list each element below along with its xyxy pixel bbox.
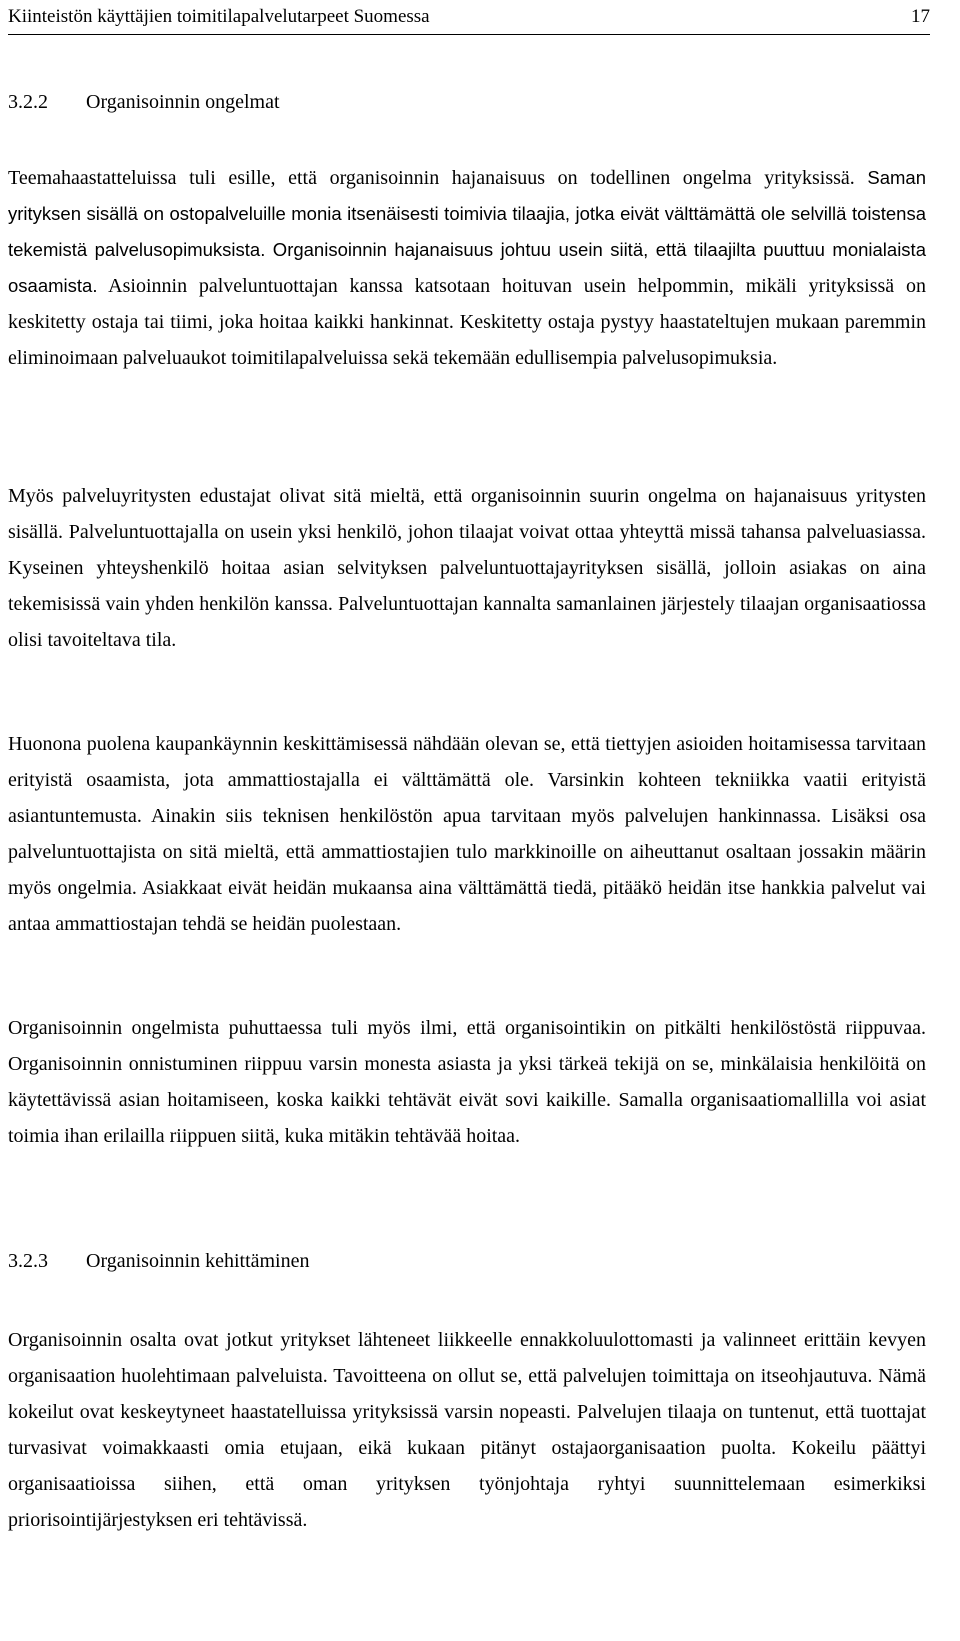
paragraph-3 bbox=[8, 726, 926, 942]
paragraph-1 bbox=[8, 160, 926, 376]
section-heading-3-2-2 bbox=[8, 87, 926, 117]
section-title: Organisoinnin kehittäminen bbox=[86, 1250, 310, 1272]
paragraph-4-text: Organisoinnin ongelmista puhuttaessa tuli myös ilmi, että organisointikin on pitkälti henkilöstöstä riippuvaa. Organisoinnin onnistuminen riippuu varsin monesta asiasta ja yksi tärkeä tekijä on se, minkälaisia henkilöitä on käytettävissä asian hoitamiseen, koska kaikki tehtävät eivät sovi kaikille. Samalla organisaatiomallilla voi asiat toimia ihan erilailla riippuen siitä, kuka mitäkin tehtävää hoitaa. bbox=[8, 1017, 926, 1147]
paragraph-3-text: Huonona puolena kaupankäynnin keskittämisessä nähdään olevan se, että tiettyjen asioiden hoitamisessa tarvitaan erityistä osaamista, jota ammattiostajalla ei välttämättä ole. Varsinkin kohteen tekniikka vaatii erityistä asiantuntemusta. Ainakin siis teknisen henkilöstön apua tarvitaan myös palvelujen hankinnassa. Lisäksi osa palveluntuottajista on sitä mieltä, että ammattiostajien tulo markkinoille on aiheuttanut osaltaan jossakin määrin myös ongelmia. Asiakkaat eivät heidän mukaansa aina välttämättä tiedä, pitääkö heidän itse hankkia palvelut vai antaa ammattiostajan tehdä se heidän puolestaan. bbox=[8, 733, 926, 935]
page-number: 17 bbox=[911, 6, 930, 27]
section-heading-3-2-3 bbox=[8, 1246, 926, 1276]
paragraph-2 bbox=[8, 478, 926, 658]
paragraph-1-part-1: Teemahaastatteluissa tuli esille, että organisoinnin hajanaisuus on todellinen ongelma yrityksissä. bbox=[8, 167, 855, 189]
section-number: 3.2.2 bbox=[8, 91, 48, 113]
paragraph-2-text: Myös palveluyritysten edustajat olivat sitä mieltä, että organisoinnin suurin ongelma on hajanaisuus yritysten sisällä. Palveluntuottajalla on usein yksi henkilö, johon tilaajat voivat ottaa yhteyttä missä tahansa palveluasiassa. Kyseinen yhteyshenkilö hoitaa asian selvityksen palveluntuottajayrityksen sisällä, jolloin asiakas on aina tekemisissä vain yhden henkilön kanssa. Palveluntuottajan kannalta samanlainen järjestely tilaajan organisaatiossa olisi tavoiteltava tila. bbox=[8, 485, 926, 651]
paragraph-5 bbox=[8, 1322, 926, 1538]
paragraph-1-part-3: Asioinnin palveluntuottajan kanssa katsotaan hoituvan usein helpommin, mikäli yrityksissä on keskitetty ostaja tai tiimi, joka hoitaa kaikki hankinnat. Keskitetty ostaja pystyy haastateltujen mukaan paremmin eliminoimaan palveluaukot toimitilapalveluissa sekä tekemään edullisempia palvelusopimuksia. bbox=[8, 275, 926, 369]
paragraph-5-text: Organisoinnin osalta ovat jotkut yritykset lähteneet liikkeelle ennakkoluulottomasti ja valinneet erittäin kevyen organisaation huolehtimaan palveluista. Tavoitteena on ollut se, että palvelujen toimittaja on itseohjautuva. Nämä kokeilut ovat keskeytyneet haastatelluissa yrityksissä varsin nopeasti. Palvelujen tilaaja on tuntenut, että tuottajat turvasivat voimakkaasti omia etujaan, eikä kukaan pitänyt ostajaorganisaation puolta. Kokeilu päättyi organisaatioissa siihen, että oman yrityksen työnjohtaja ryhtyi suunnittelemaan esimerkiksi priorisointijärjestyksen eri tehtävissä. bbox=[8, 1329, 926, 1531]
section-title: Organisoinnin ongelmat bbox=[86, 91, 280, 113]
paragraph-4 bbox=[8, 1010, 926, 1154]
running-header bbox=[8, 0, 930, 35]
section-number: 3.2.3 bbox=[8, 1250, 48, 1272]
header-title: Kiinteistön käyttäjien toimitilapalvelutarpeet Suomessa bbox=[8, 6, 430, 27]
paragraph-1-part-2: Saman yrityksen sisällä on ostopalveluille monia itsenäisesti toimivia tilaajia, jotka eivät välttämättä ole selvillä toistensa tekemistä palvelusopimuksista. Organisoinnin hajanaisuus johtuu usein siitä, että tilaajilta puuttuu monialaista osaamista. bbox=[8, 167, 926, 296]
